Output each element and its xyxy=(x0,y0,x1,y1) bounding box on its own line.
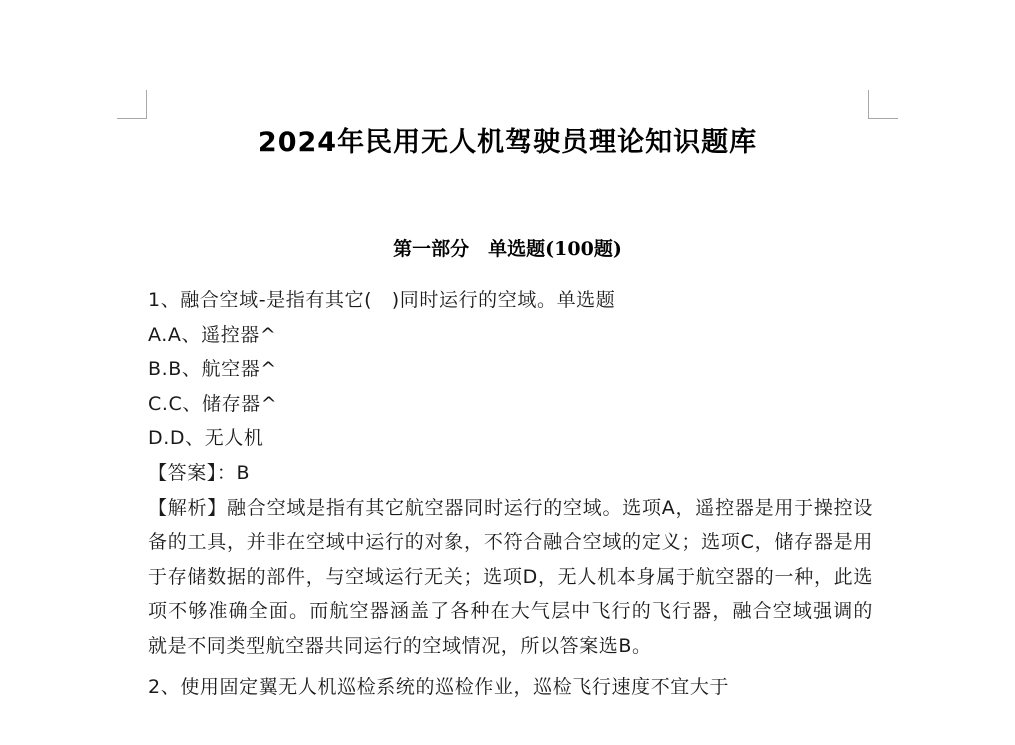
document-body xyxy=(148,283,873,704)
answer-line: 【答案】：B xyxy=(148,461,251,484)
question-stem: 1、融合空域-是指有其它( )同时运行的空域。单选题 xyxy=(148,289,616,311)
section-heading: 第一部分 单选题(100题) xyxy=(393,238,622,260)
explanation-paragraph: 【解析】融合空域是指有其它航空器同时运行的空域。选项A，遥控器是用于操控设备的工具，并非在空域中运行的对象，不符合融合空域的定义；选项C，储存器是用于存储数据的部件，与空域运行无关；选项D，无人机本身属于航空器的一种，此选项不够准确全面。而航空器涵盖了各种在大气层中飞行的飞行器，融合空域强调的就是不同类型航空器共同运行的空域情况，所以答案选B。 xyxy=(148,496,873,657)
option-d: D.D、无人机 xyxy=(148,427,264,450)
option-b: B.B、航空器^ xyxy=(148,358,277,381)
document-title: 2024年民用无人机驾驶员理论知识题库 xyxy=(257,127,758,158)
crop-mark-top-right xyxy=(868,90,898,119)
crop-mark-top-left xyxy=(117,90,147,119)
option-a: A.A、遥控器^ xyxy=(148,323,277,346)
question-stem: 2、使用固定翼无人机巡检系统的巡检作业，巡检飞行速度不宜大于 xyxy=(148,675,730,698)
option-c: C.C、储存器^ xyxy=(148,392,278,415)
